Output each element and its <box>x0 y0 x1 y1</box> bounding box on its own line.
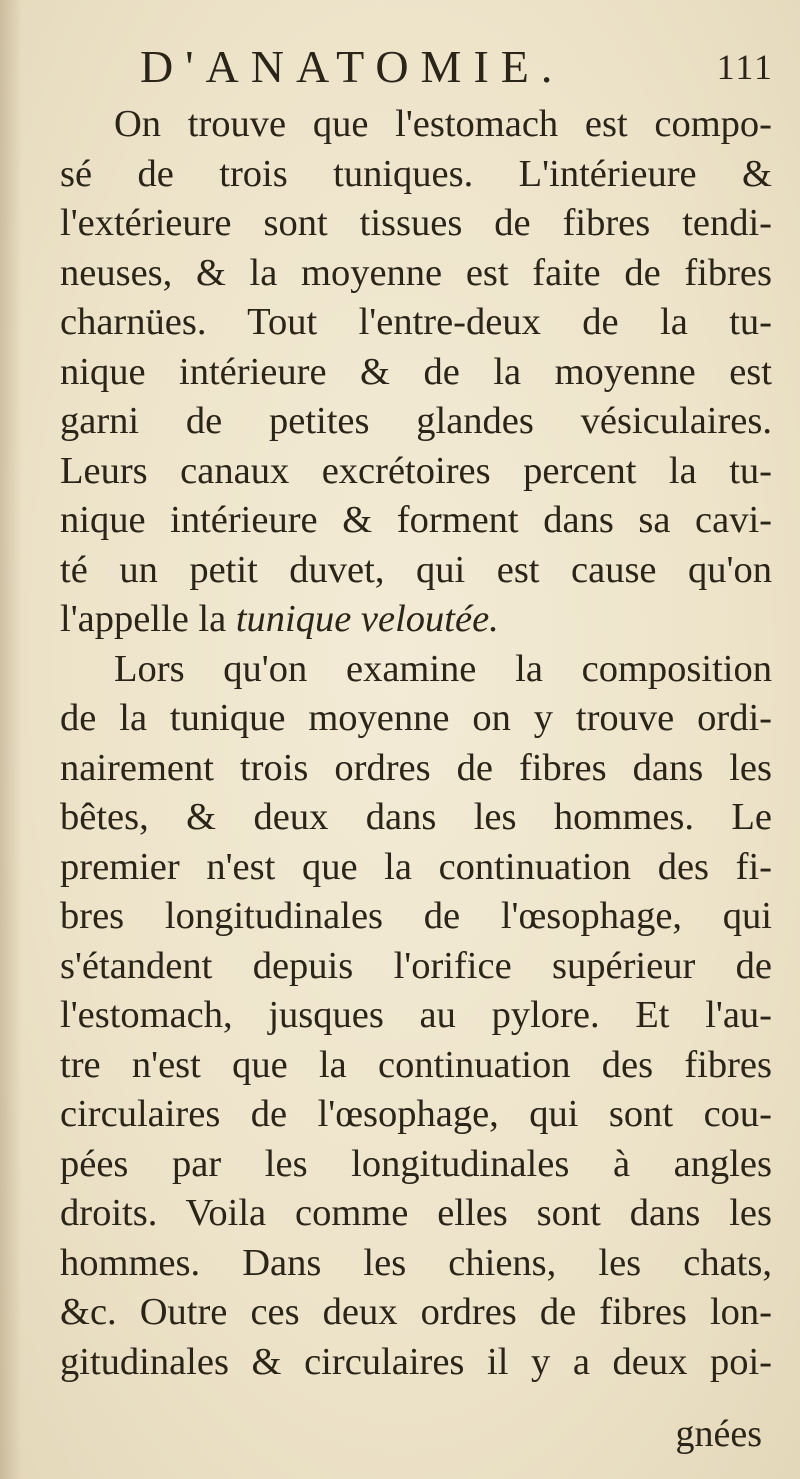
text-line: gitudinales & circulaires il y a deux poi- <box>60 1340 772 1383</box>
text-line: hommes. Dans les chiens, les chats, <box>60 1241 772 1284</box>
text-line: bres longitudinales de l'œsophage, qui <box>60 895 772 937</box>
text-line: &c. Outre ces deux ordres de fibres lon- <box>60 1291 772 1333</box>
page-header <box>140 40 774 100</box>
text-line: circulaires de l'œsophage, qui sont cou- <box>60 1093 772 1135</box>
page-gutter-shadow <box>0 0 22 1479</box>
body-text <box>60 100 772 1387</box>
text-line: s'étandent depuis l'orifice supérieur de <box>60 944 772 987</box>
text-line: nique intérieure & de la moyenne est <box>60 350 772 393</box>
text-line: Lors qu'on examine la composition <box>114 647 772 690</box>
text-line: nique intérieure & forment dans sa cavi- <box>60 499 772 541</box>
text-line: té un petit duvet, qui est cause qu'on <box>60 548 772 591</box>
catchword: gnées <box>675 1413 762 1455</box>
text-line: l'extérieure sont tissues de fibres tendi- <box>60 202 772 244</box>
text-line: de la tunique moyenne on y trouve ordi- <box>60 697 772 739</box>
text-line: Leurs canaux excrétoires percent la tu- <box>60 449 772 492</box>
text-line: droits. Voila comme elles sont dans les <box>60 1192 772 1234</box>
text-line-last <box>60 595 772 645</box>
text-line-prefix: l'appelle la <box>60 598 236 640</box>
text-line: bêtes, & deux dans les hommes. Le <box>60 796 772 838</box>
running-head: D'ANATOMIE. <box>140 41 565 92</box>
text-line: charnües. Tout l'entre-deux de la tu- <box>60 301 772 343</box>
text-line: garni de petites glandes vésiculaires. <box>60 400 772 442</box>
text-line: nairement trois ordres de fibres dans les <box>60 746 772 789</box>
text-line: sé de trois tuniques. L'intérieure & <box>60 152 772 195</box>
text-line: l'estomach, jusques au pylore. Et l'au- <box>60 994 772 1036</box>
italic-term: tunique veloutée. <box>235 598 499 640</box>
text-line: neuses, & la moyenne est faite de fibres <box>60 251 772 294</box>
text-line: premier n'est que la continuation des fi- <box>60 845 772 888</box>
text-line: On trouve que l'estomach est compo- <box>114 103 772 145</box>
text-line: tre n'est que la continuation des fibres <box>60 1043 772 1086</box>
text-line: pées par les longitudinales à angles <box>60 1142 772 1185</box>
page-number: 111 <box>716 47 774 87</box>
